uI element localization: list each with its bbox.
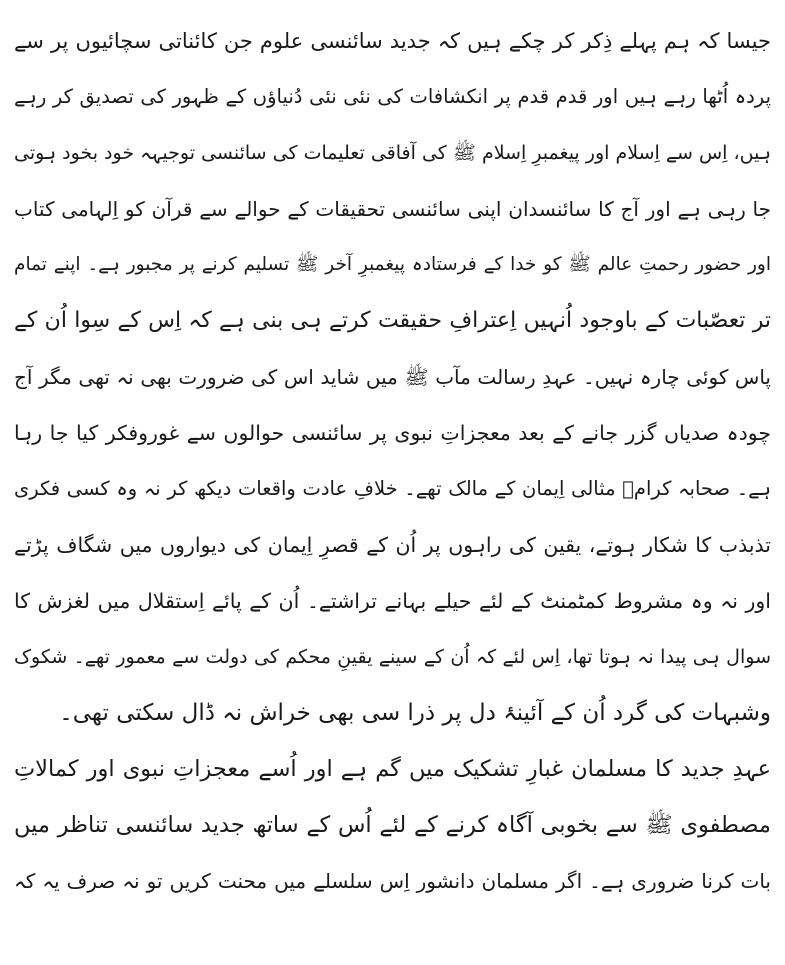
text-line: چودہ صدیاں گزر جانے کے بعد معجزاتِ نبوی پر سائنسی حوالوں سے غوروفکر کیا جا رہا <box>14 421 771 445</box>
text-line: پاس کوئی چارہ نہیں۔ عہدِ رسالت مآب ﷺ میں شاید اس کی ضرورت بھی نہ تھی مگر آج <box>14 365 771 389</box>
text-line: ہے۔ صحابہ کرامؓ مثالی اِیمان کے مالک تھے۔ خلافِ عادت واقعات دیکھ کر نہ وہ کسی فکری <box>14 477 771 500</box>
text-line: بات کرنا ضروری ہے۔ اگر مسلمان دانشور اِس سلسلے میں محنت کریں تو نہ صرف یہ کہ <box>14 869 771 893</box>
text-line: سوال ہی پیدا نہ ہوتا تھا، اِس لئے کہ اُن کے سینے یقینِ محکم کی دولت سے معمور تھے۔ شکوک <box>14 646 771 668</box>
paragraph-end-line: وشبہات کی گرد اُن کے آئینۂ دل پر ذرا سی بھی خراش نہ ڈال سکتی تھی۔ <box>59 700 771 726</box>
text-line: جا رہی ہے اور آج کا سائنسدان اپنی سائنسی تحقیقات کے حوالے سے قرآن کو اِلہامی کتاب <box>14 197 771 221</box>
text-line: تر تعصّبات کے باوجود اُنہیں اِعترافِ حقیقت کرتے ہی بنی ہے کہ اِس کے سِوا اُن کے <box>14 308 771 333</box>
text-line: مصطفوی ﷺ سے بخوبی آگاہ کرنے کے لئے اُس کے ساتھ جدید سائنسی تناظر میں <box>14 812 771 838</box>
text-line: پردہ اُٹھا رہے ہیں اور قدم قدم پر انکشافات کی نئی نئی دُنیاؤں کے ظہور کی تصدیق کر رہے <box>14 85 771 108</box>
text-line: جیسا کہ ہم پہلے ذِکر کر چکے ہیں کہ جدید سائنسی علوم جن کائناتی سچائیوں پر سے <box>14 29 771 53</box>
text-line: اور نہ وہ مشروط کمٹمنٹ کے لئے حیلے بہانے تراشتے۔ اُن کے پائے اِستقلال میں لغزش کا <box>14 589 771 613</box>
text-line: عہدِ جدید کا مسلمان غبارِ تشکیک میں گم ہے اور اُسے معجزاتِ نبوی اور کمالاتِ <box>14 756 771 782</box>
text-line: اور حضور رحمتِ عالم ﷺ کو خدا کے فرستادہ پیغمبرِ آخر ﷺ تسلیم کرنے پر مجبور ہے۔ اپنے تمام <box>14 254 771 275</box>
text-line: ہیں، اِس سے اِسلام اور پیغمبرِ اِسلام ﷺ کی آفاقی تعلیمات کی سائنسی توجیہہ خود بخود ہوتی <box>14 142 771 164</box>
text-line: تذبذب کا شکار ہوتے، یقین کی راہوں پر اُن کے قصرِ اِیمان کی دیواروں میں شگاف پڑتے <box>14 533 771 557</box>
